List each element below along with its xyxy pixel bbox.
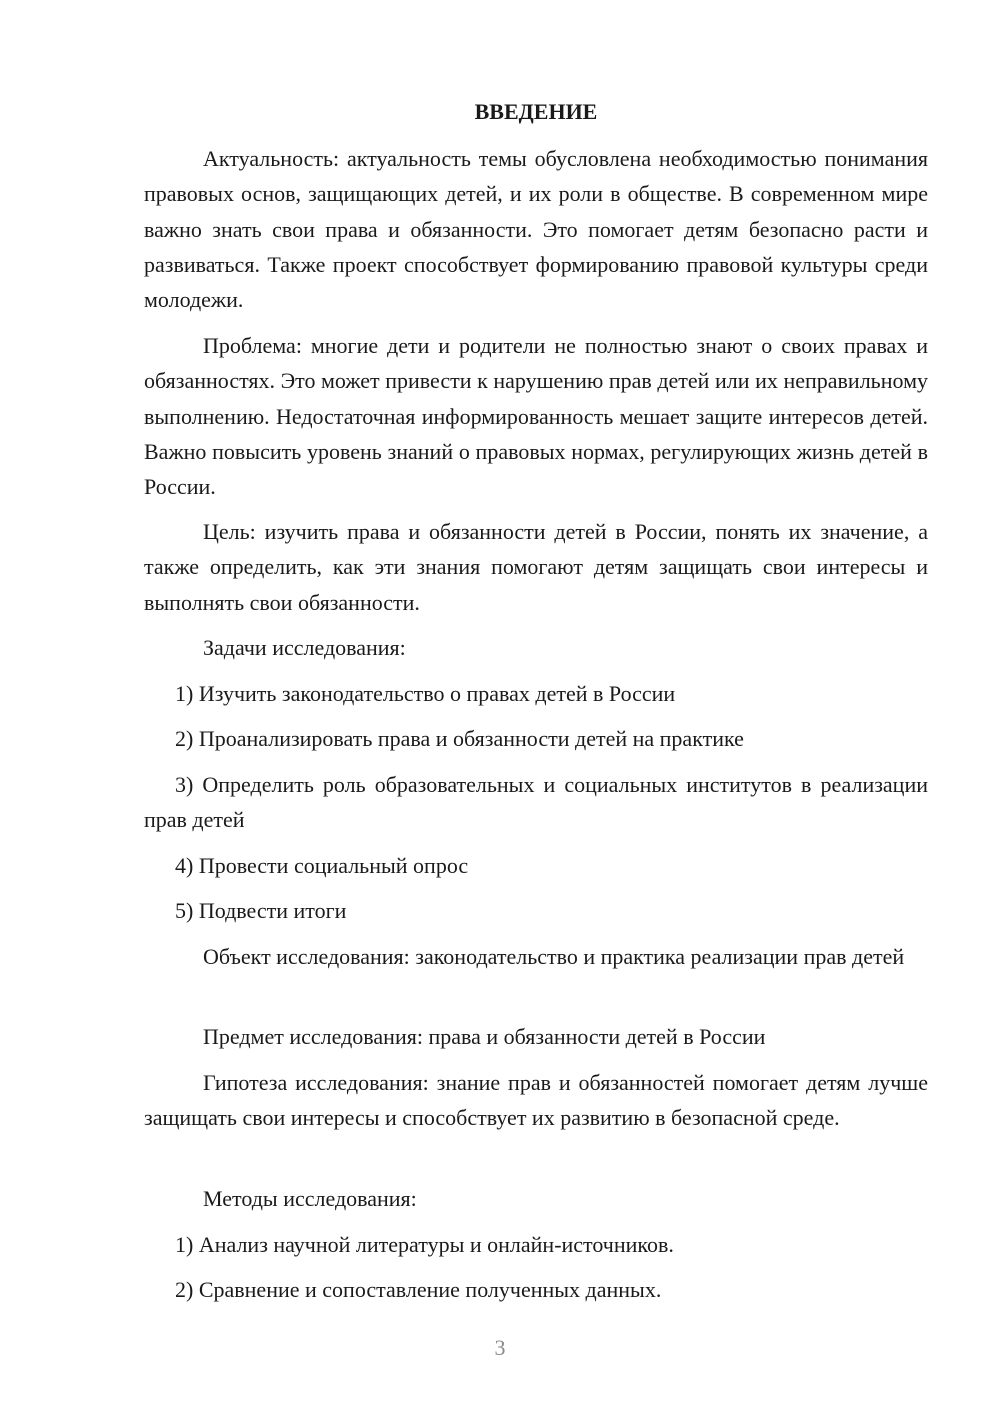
section-title: ВВЕДЕНИЕ xyxy=(474,99,598,124)
object-paragraph: Объект исследования: законодательство и практика реализации прав детей xyxy=(203,944,905,969)
task-item-2: 2) Проанализировать права и обязанности детей на практике xyxy=(175,726,744,751)
task-item-1: 1) Изучить законодательство о правах детей в России xyxy=(175,681,676,706)
page-number: 3 xyxy=(494,1335,506,1360)
tasks-heading: Задачи исследования: xyxy=(203,635,406,660)
method-item-2: 2) Сравнение и сопоставление полученных данных. xyxy=(175,1277,662,1302)
task-item-4: 4) Провести социальный опрос xyxy=(175,853,469,878)
task-item-3: 3) Определить роль образовательных и социальных институтов в реализации прав детей xyxy=(144,772,928,833)
goal-paragraph: Цель: изучить права и обязанности детей в России, понять их значение, а также определить, как эти знания помогают детям защищать свои интересы и выполнять свои обязанности. xyxy=(144,519,928,615)
problem-paragraph: Проблема: многие дети и родители не полностью знают о своих правах и обязанностях. Это может привести к нарушению прав детей или их неправильному выполнению. Недостаточная информированность мешает защите интересов детей. Важно повысить уровень знаний о правовых нормах, регулирующих жизнь детей в России. xyxy=(144,333,928,500)
method-item-1: 1) Анализ научной литературы и онлайн-источников. xyxy=(175,1232,674,1257)
methods-heading: Методы исследования: xyxy=(203,1186,417,1211)
relevance-paragraph: Актуальность: актуальность темы обусловлена необходимостью понимания правовых основ, защищающих детей, и их роли в обществе. В современном мире важно знать свои права и обязанности. Это помогает детям безопасно расти и развиваться. Также проект способствует формированию правовой культуры среди молодежи. xyxy=(144,146,928,313)
subject-paragraph: Предмет исследования: права и обязанности детей в России xyxy=(203,1024,766,1049)
hypothesis-paragraph: Гипотеза исследования: знание прав и обязанностей помогает детям лучше защищать свои интересы и способствует их развитию в безопасной среде. xyxy=(144,1070,928,1131)
task-item-5: 5) Подвести итоги xyxy=(175,898,347,923)
